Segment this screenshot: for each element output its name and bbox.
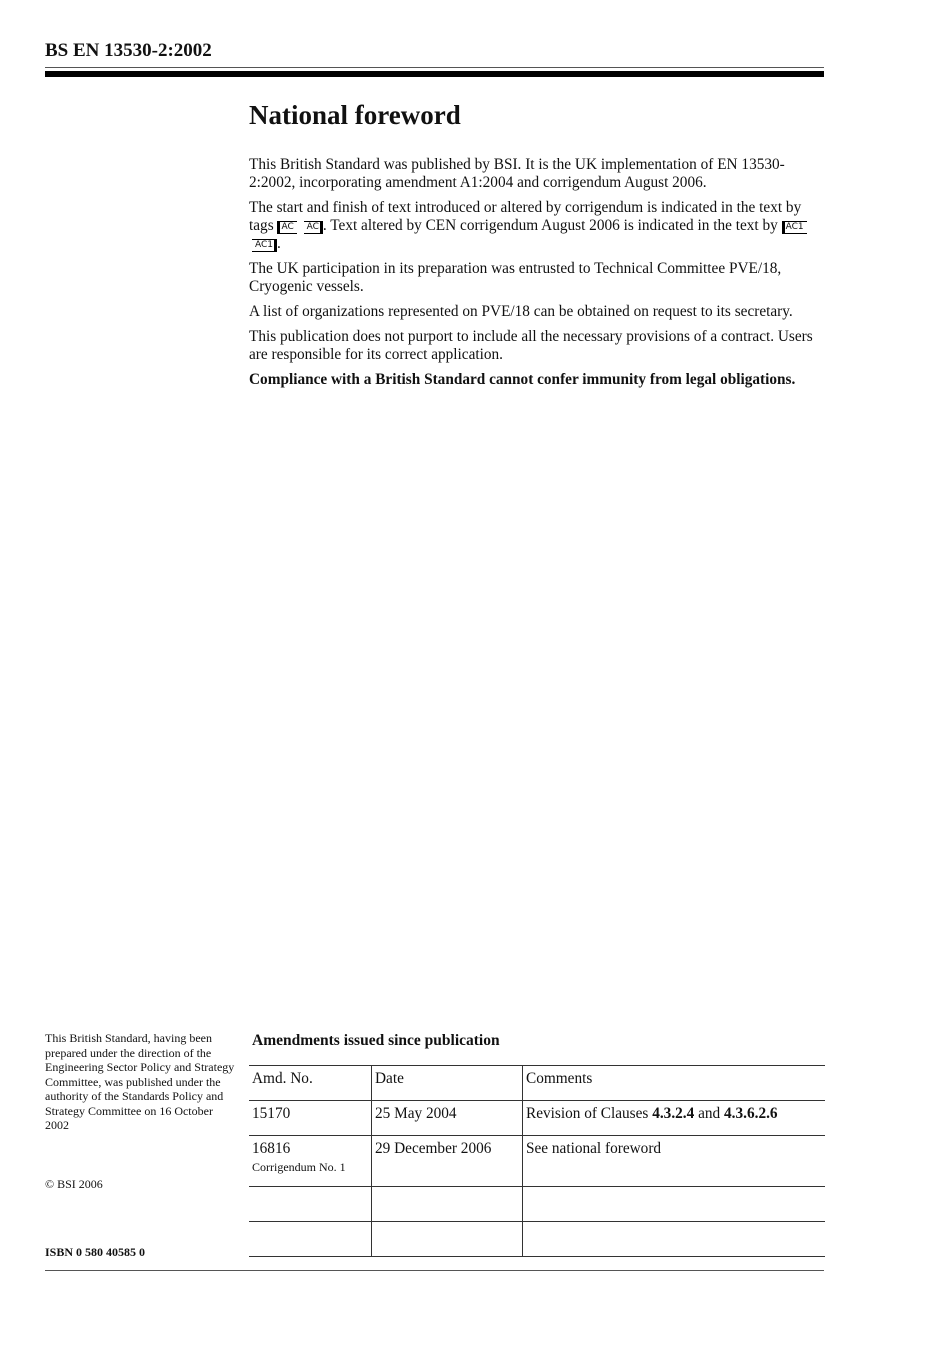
- header-date: Date: [372, 1066, 523, 1101]
- comment-text: and: [694, 1105, 725, 1122]
- header-amd-no: Amd. No.: [249, 1066, 372, 1101]
- foreword-paragraph-4: A list of organizations represented on PVE/18 can be obtained on request to its secretary.: [249, 303, 793, 320]
- date-cell: 25 May 2004: [372, 1101, 523, 1136]
- page-title: National foreword: [249, 100, 461, 130]
- p2-text-b: . Text altered by CEN corrigendum August 2006 is indicated in the text by: [322, 217, 782, 234]
- header-rule-thick: [45, 71, 824, 77]
- table-row-empty: [249, 1222, 825, 1257]
- copyright-notice: © BSI 2006: [45, 1177, 103, 1191]
- publication-note: This British Standard, having been prepared under the direction of the Engineering Sector Policy and Strategy Committee, was published under the authority of the Standards Policy and Strategy Committee on 16 October 2002: [45, 1031, 235, 1132]
- empty-cell: [523, 1187, 826, 1222]
- comments-cell: [523, 1101, 826, 1136]
- table-row: [249, 1136, 825, 1187]
- header-comments: Comments: [523, 1066, 826, 1101]
- amd-no-value: 16816: [252, 1140, 291, 1157]
- foreword-paragraph-1: This British Standard was published by BSI. It is the UK implementation of EN 13530-2:2002, incorporating amendment A1:2004 and corrigendum August 2006.: [249, 156, 785, 191]
- amendments-title: Amendments issued since publication: [252, 1032, 500, 1049]
- p2-text-a: The start and finish of text introduced or altered by corrigendum is indicated in the text by tags: [249, 199, 802, 234]
- p2-text-c: .: [277, 235, 281, 252]
- amendments-table: [249, 1065, 825, 1257]
- amd-no-subtitle: Corrigendum No. 1: [252, 1160, 346, 1174]
- table-row-empty: [249, 1187, 825, 1222]
- empty-cell: [249, 1222, 372, 1257]
- footer-rule: [45, 1270, 824, 1271]
- amd-no-cell: [249, 1136, 372, 1187]
- ac-close-tag-icon: AC: [304, 221, 323, 234]
- amd-no-cell: 15170: [249, 1101, 372, 1136]
- ac1-open-tag-icon: AC1: [782, 221, 807, 234]
- header-rule-thin: [45, 67, 824, 68]
- table-header-row: [249, 1066, 825, 1101]
- document-code: BS EN 13530-2:2002: [45, 40, 212, 61]
- empty-cell: [523, 1222, 826, 1257]
- empty-cell: [372, 1187, 523, 1222]
- foreword-paragraph-2: [249, 199, 825, 253]
- table-row: [249, 1101, 825, 1136]
- foreword-paragraph-3: The UK participation in its preparation was entrusted to Technical Committee PVE/18, Cryogenic vessels.: [249, 260, 782, 295]
- ac-open-tag-icon: AC: [277, 221, 296, 234]
- foreword-paragraph-5: This publication does not purport to include all the necessary provisions of a contract. Users are responsible for its correct application.: [249, 328, 813, 363]
- clause-ref: 4.3.2.4: [652, 1105, 695, 1122]
- empty-cell: [249, 1187, 372, 1222]
- compliance-statement: Compliance with a British Standard cannot confer immunity from legal obligations.: [249, 371, 796, 388]
- comments-cell: See national foreword: [523, 1136, 826, 1187]
- foreword-section: [249, 100, 825, 396]
- clause-ref: 4.3.6.2.6: [724, 1105, 778, 1122]
- comment-text: Revision of Clauses: [526, 1105, 653, 1122]
- empty-cell: [372, 1222, 523, 1257]
- ac1-close-tag-icon: AC1: [252, 239, 277, 252]
- date-cell: 29 December 2006: [372, 1136, 523, 1187]
- isbn: ISBN 0 580 40585 0: [45, 1245, 146, 1259]
